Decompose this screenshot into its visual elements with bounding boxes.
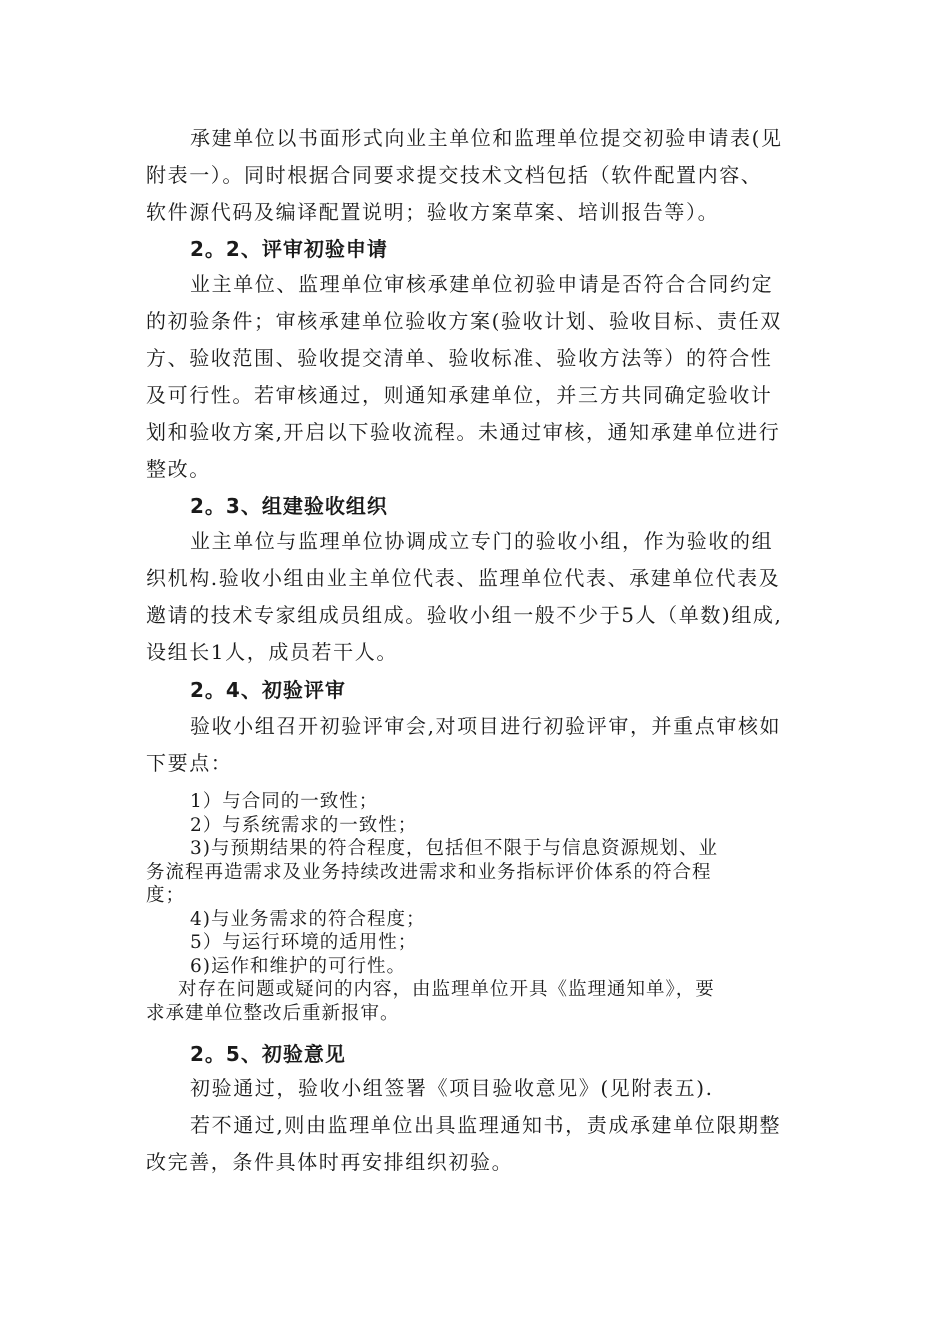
text-line: 及可行性。若审核通过，则通知承建单位，并三方共同确定验收计 [146,383,773,407]
text-line: 附表一）。同时根据合同要求提交技术文档包括（软件配置内容、 [146,163,763,187]
list-item: 度； [146,885,186,906]
text-line: 业主单位与监理单位协调成立专门的验收小组，作为验收的组 [190,529,774,553]
list-item: 务流程再造需求及业务持续改进需求和业务指标评价体系的符合程 [146,861,712,883]
text-line: 设组长1人，成员若干人。 [146,640,398,664]
review-points-list [146,790,816,1025]
list-item: 6)运作和维护的可行性。 [190,955,406,977]
list-item: 求承建单位整改后重新报审。 [146,1002,400,1024]
section-heading: 2。4、初验评审 [190,678,346,702]
text-line: 初验通过，验收小组签署《项目验收意见》(见附表五). [190,1076,714,1100]
text-line: 的初验条件；审核承建单位验收方案(验收计划、验收目标、责任双 [146,309,782,333]
review-paragraph [146,266,816,488]
text-line: 若不通过,则由监理单位出具监理通知书，责成承建单位限期整 [190,1113,782,1137]
text-line: 业主单位、监理单位审核承建单位初验申请是否符合合同约定 [190,272,774,296]
section-heading: 2。5、初验意见 [190,1042,346,1066]
list-item: 5）与运行环境的适用性； [190,932,418,953]
text-line: 承建单位以书面形式向业主单位和监理单位提交初验申请表(见 [190,126,783,150]
opinion-paragraph [146,1070,816,1181]
text-line: 划和验收方案,开启以下验收流程。未通过审核，通知承建单位进行 [146,420,781,444]
text-line: 验收小组召开初验评审会,对项目进行初验评审，并重点审核如 [190,714,782,738]
organize-paragraph [146,523,816,671]
text-line: 方、验收范围、验收提交清单、验收标准、验收方法等）的符合性 [146,346,773,370]
text-line: 整改。 [146,457,211,481]
intro-paragraph [146,120,816,231]
text-line: 邀请的技术专家组成员组成。验收小组一般不少于5人（单数)组成, [146,603,783,627]
text-line: 改完善，条件具体时再安排组织初验。 [146,1150,514,1174]
list-item: 2）与系统需求的一致性； [190,814,418,836]
section-heading: 2。2、评审初验申请 [190,237,388,261]
text-line: 软件源代码及编译配置说明；验收方案草案、培训报告等）。 [146,200,720,224]
list-item: 4)与业务需求的符合程度； [190,908,426,930]
list-item: 3)与预期结果的符合程度，包括但不限于与信息资源规划、业 [190,838,718,859]
text-line: 织机构.验收小组由业主单位代表、监理单位代表、承建单位代表及 [146,566,781,590]
text-line: 下要点： [146,751,233,775]
initial-review-paragraph [146,708,816,782]
list-item: 对存在问题或疑问的内容，由监理单位开具《监理通知单》，要 [178,979,715,1000]
section-heading: 2。3、组建验收组织 [190,494,388,518]
list-item: 1）与合同的一致性； [190,791,379,812]
